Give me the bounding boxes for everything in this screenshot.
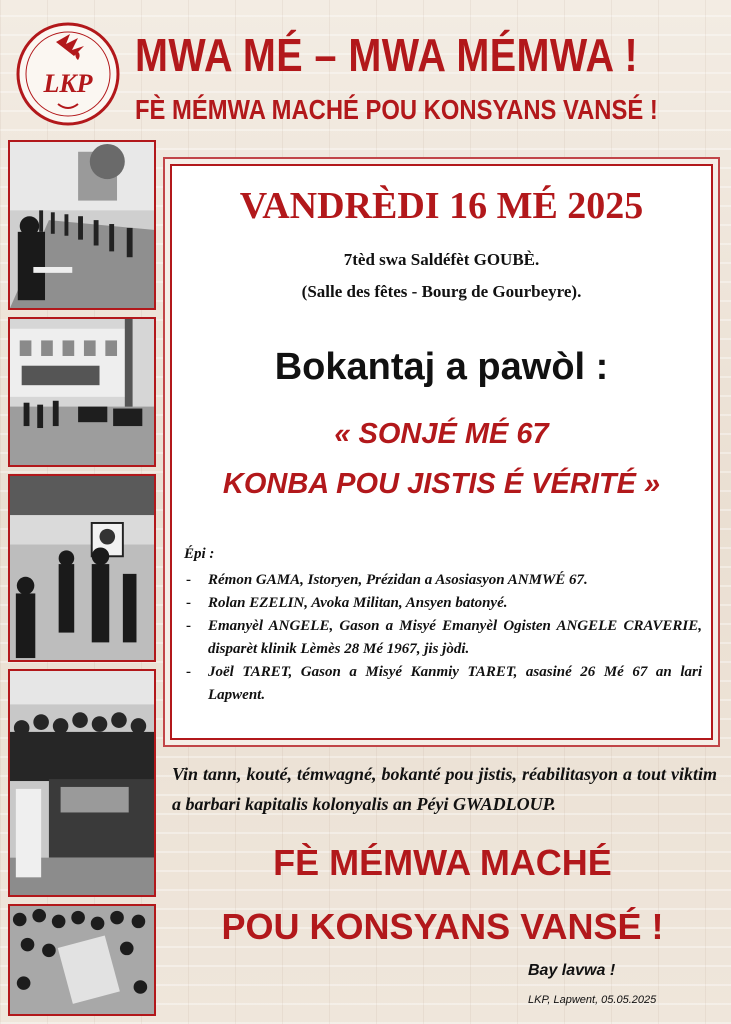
subtitle: FÈ MÉMWA MACHÉ POU KONSYANS VANSÉ ! xyxy=(135,94,658,125)
theme-line1: « SONJÉ MÉ 67 xyxy=(334,418,549,450)
march-portrait-photo-icon xyxy=(10,476,154,660)
closing-signature: Bay lavwa ! xyxy=(528,962,616,979)
crowd-car-photo-icon xyxy=(10,671,154,895)
guest-item: - Emanyèl ANGELE, Gason a Misyé Emanyèl Ogisten ANGELE CRAVERIE, disparèt klinik Lèmès 28 Mé 1967, jis jòdi. xyxy=(182,615,702,661)
theme-line2: KONBA POU JISTIS É VÉRITÉ » xyxy=(222,468,661,500)
photo-crowd-car xyxy=(8,669,156,897)
photo-march-with-portrait xyxy=(8,474,156,662)
talk-label: Bokantaj a pawòl : xyxy=(274,346,609,388)
guest-list xyxy=(182,569,702,707)
event-venue-line1: 7tèd swa Saldéfèt GOUBÈ. xyxy=(343,250,540,269)
event-venue-line2: (Salle des fêtes - Bourg de Gourbeyre). xyxy=(301,282,582,301)
photo-town-square-crowd xyxy=(8,317,156,467)
event-date: VANDRÈDI 16 MÉ 2025 xyxy=(239,185,644,227)
guest-item: - Rolan EZELIN, Avoka Militan, Ansyen batonyé. xyxy=(182,592,702,615)
street-march-photo-icon xyxy=(10,142,154,308)
slogan-line1: FÈ MÉMWA MACHÉ xyxy=(273,842,612,883)
lkp-logo xyxy=(14,20,122,128)
event-panel xyxy=(170,164,713,740)
main-title: MWA MÉ – MWA MÉMWA ! xyxy=(135,29,639,81)
lkp-logo-icon xyxy=(14,20,122,128)
dense-crowd-photo-icon xyxy=(10,906,154,1014)
guest-item: - Joël TARET, Gason a Misyé Kanmiy TARET, asasiné 26 Mé 67 an lari Lapwent. xyxy=(182,661,702,707)
photo-dense-crowd xyxy=(8,904,156,1016)
signature-place-date: LKP, Lapwent, 05.05.2025 xyxy=(528,994,657,1006)
guest-item: - Rémon GAMA, Istoryen, Prézidan a Asosiasyon ANMWÉ 67. xyxy=(182,569,702,592)
town-square-photo-icon xyxy=(10,319,154,465)
logo-text: LKP xyxy=(43,69,93,98)
guests-label: Épi : xyxy=(184,546,215,562)
call-to-action: Vin tann, kouté, témwagné, bokanté pou jistis, réabilitasyon a tout viktim a barbari kapitalis kolonyalis an Péyi GWADLOUP. xyxy=(172,764,717,814)
slogan-line2: POU KONSYANS VANSÉ ! xyxy=(221,906,664,947)
photo-street-march xyxy=(8,140,156,310)
